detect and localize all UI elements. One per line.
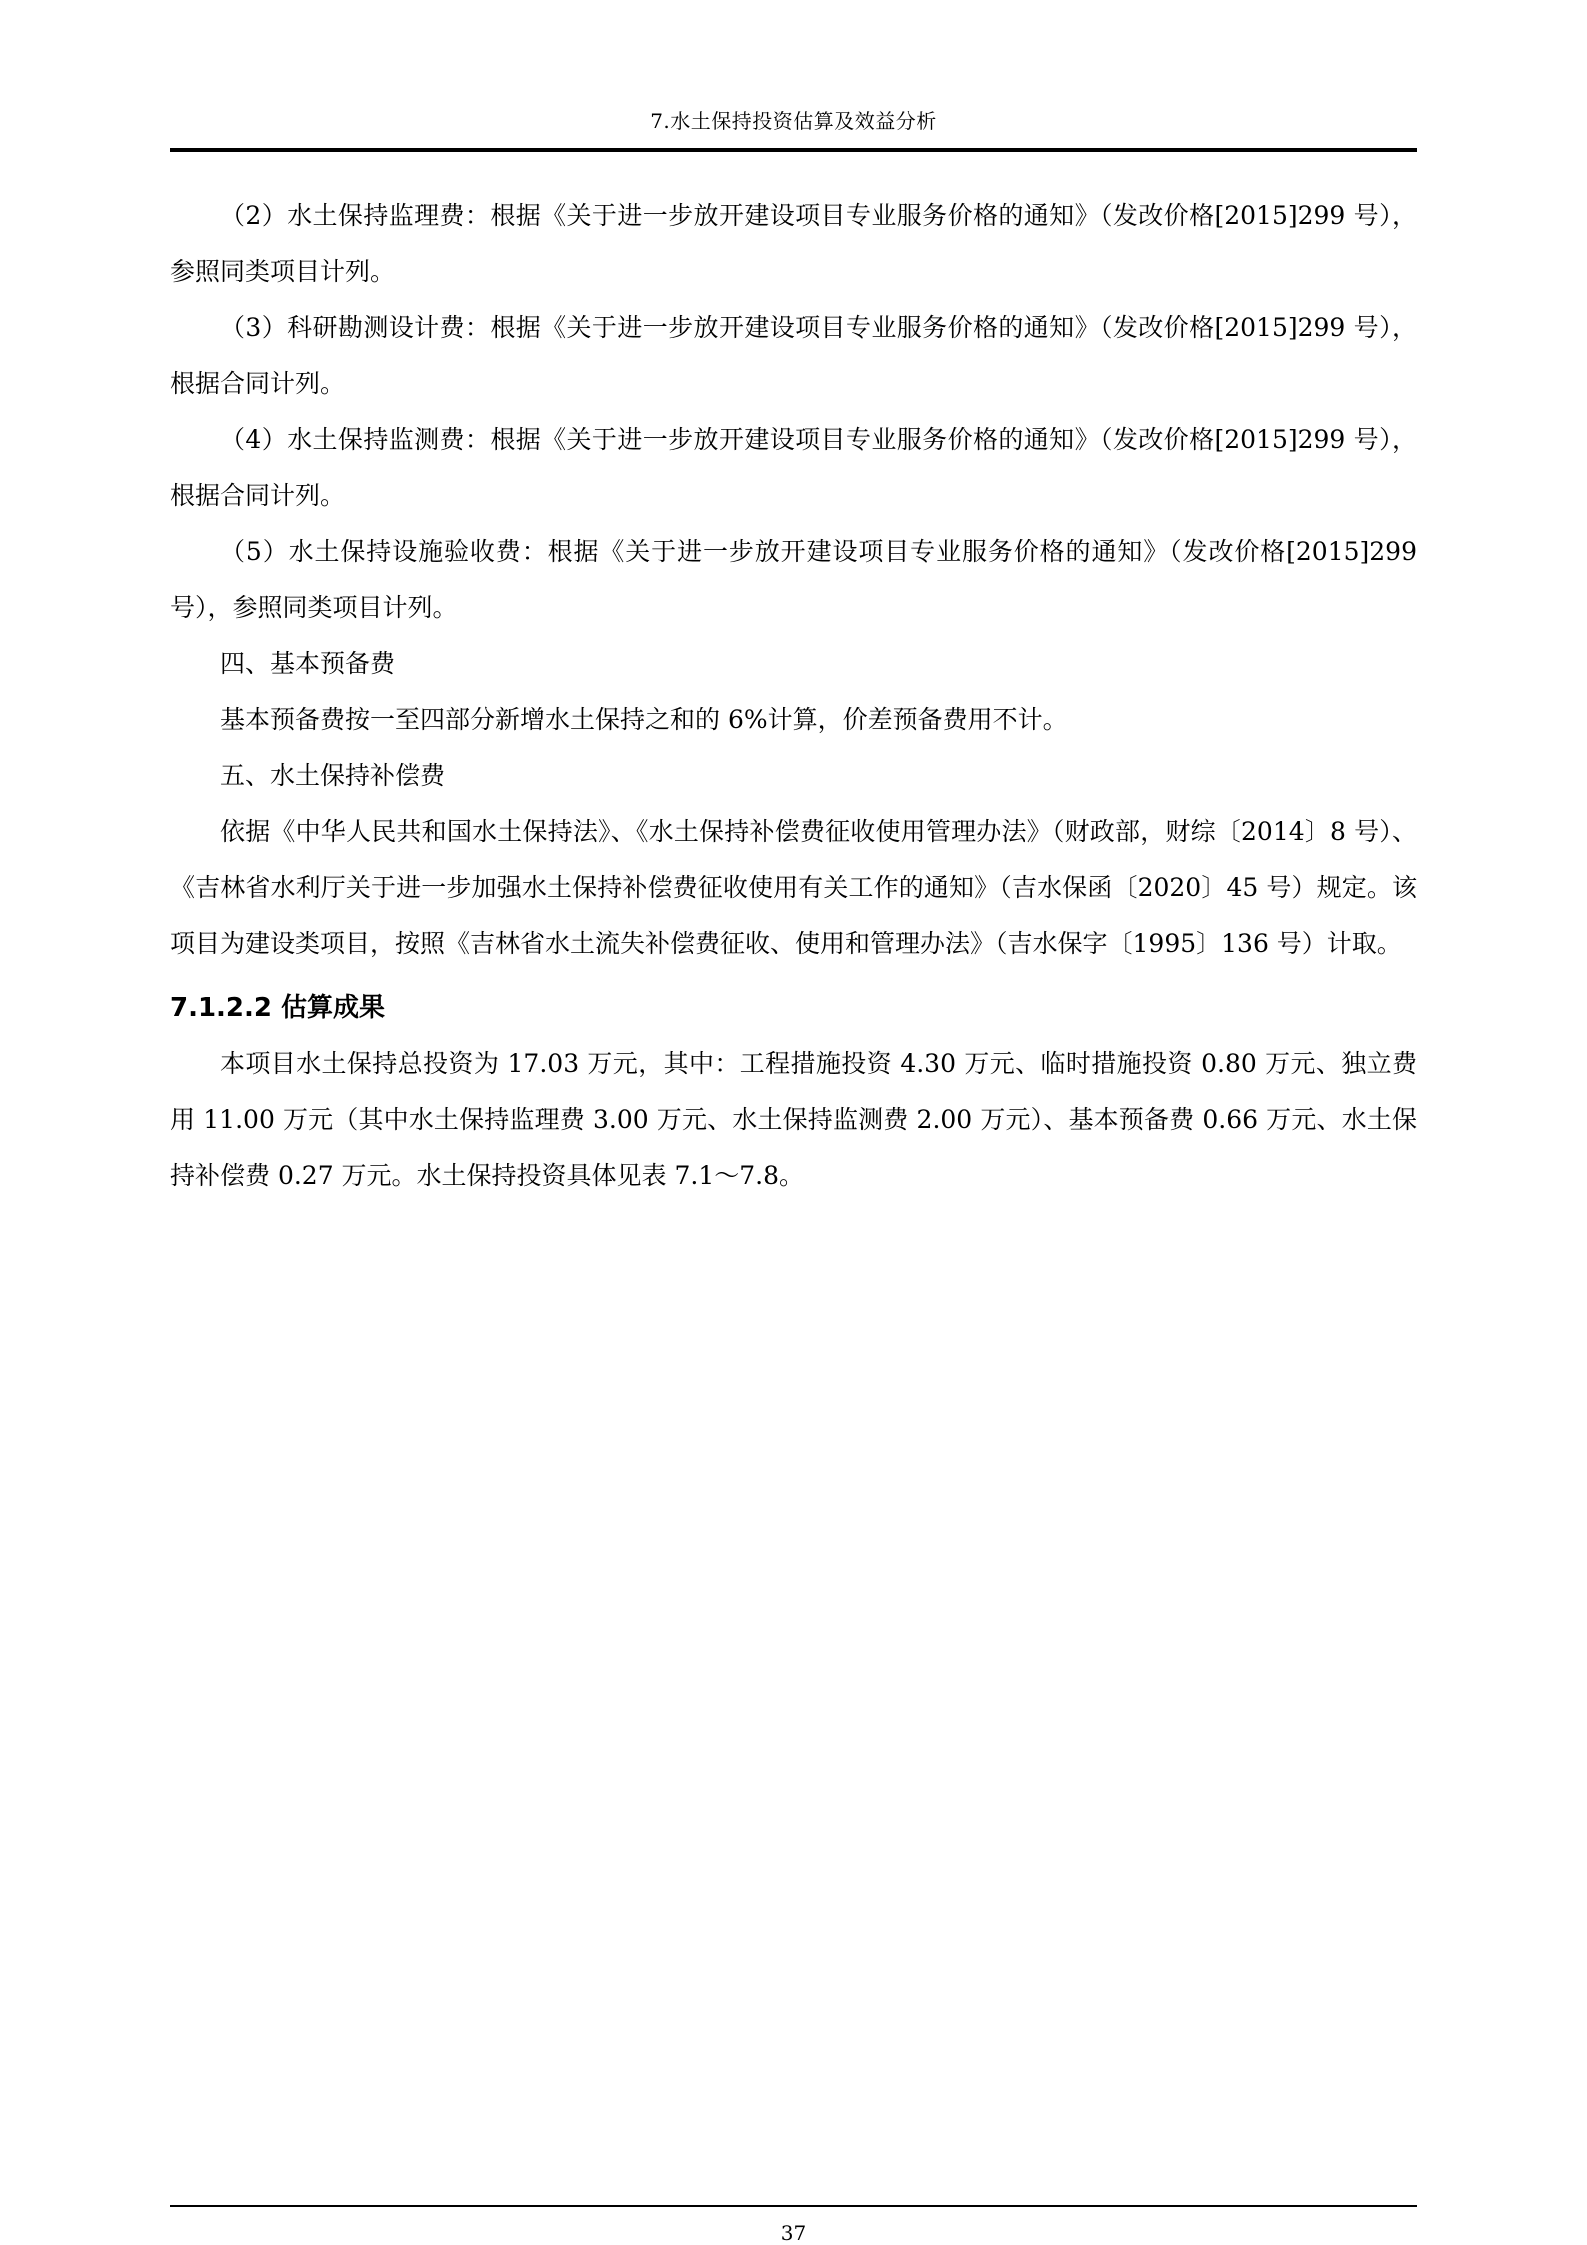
document-body	[170, 188, 1417, 1204]
page-header	[170, 0, 1417, 152]
subsection-heading-four: 四、基本预备费	[220, 649, 396, 678]
paragraph: （4）水土保持监测费：根据《关于进一步放开建设项目专业服务价格的通知》（发改价格[2015]299 号），根据合同计列。	[170, 425, 1417, 510]
paragraph: （5）水土保持设施验收费：根据《关于进一步放开建设项目专业服务价格的通知》（发改价格[2015]299 号），参照同类项目计列。	[170, 537, 1417, 622]
paragraph: 依据《中华人民共和国水土保持法》、《水土保持补偿费征收使用管理办法》（财政部，财综〔2014〕8 号）、《吉林省水利厅关于进一步加强水土保持补偿费征收使用有关工作的通知》（吉水保函〔2020〕45 号）规定。该项目为建设类项目，按照《吉林省水土流失补偿费征收、使用和管理办法》（吉水保字〔1995〕136 号）计取。	[170, 817, 1417, 958]
paragraph-results: 本项目水土保持总投资为 17.03 万元，其中：工程措施投资 4.30 万元、临时措施投资 0.80 万元、独立费用 11.00 万元（其中水土保持监理费 3.00 万元、水土保持监测费 2.00 万元）、基本预备费 0.66 万元、水土保持补偿费 0.27 万元。水土保持投资具体见表 7.1～7.8。	[170, 1049, 1417, 1190]
paragraph: （3）科研勘测设计费：根据《关于进一步放开建设项目专业服务价格的通知》（发改价格[2015]299 号），根据合同计列。	[170, 313, 1417, 398]
paragraph: （2）水土保持监理费：根据《关于进一步放开建设项目专业服务价格的通知》（发改价格[2015]299 号），参照同类项目计列。	[170, 201, 1417, 286]
subsection-heading-five: 五、水土保持补偿费	[220, 761, 446, 790]
page-number: 37	[780, 2221, 807, 2245]
page-content	[170, 0, 1417, 2245]
header-title: 7.水土保持投资估算及效益分析	[650, 109, 937, 133]
header-divider	[170, 148, 1417, 152]
paragraph: 基本预备费按一至四部分新增水土保持之和的 6%计算，价差预备费用不计。	[220, 705, 1068, 734]
page-footer	[170, 2205, 1417, 2245]
section-heading: 7.1.2.2 估算成果	[170, 993, 386, 1023]
